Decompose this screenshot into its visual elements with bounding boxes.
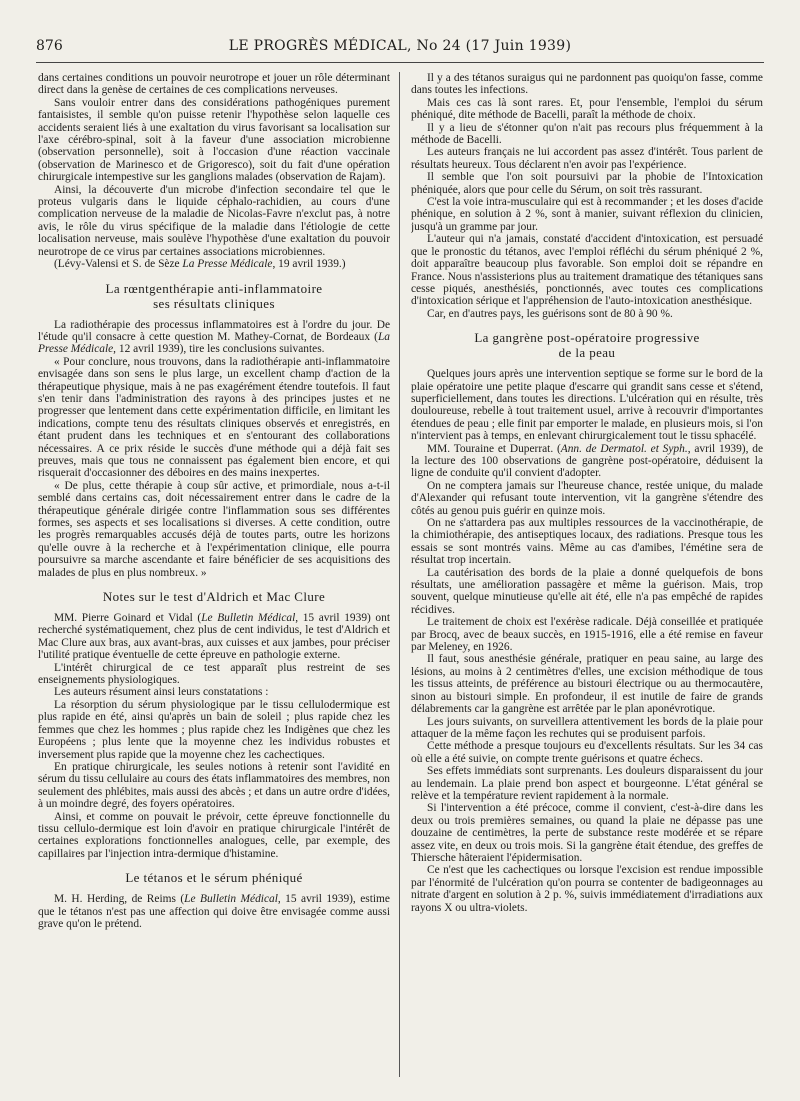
paragraph: Sans vouloir entrer dans des considérations pathogéniques purement fantaisistes, il semble qu'on puisse retenir l'hypothèse selon laquelle ces accidents seraient liés à une exaltation du virus favorisant sa localisation sur l'axe cérébro-spinal, soit à la faveur d'une association microbienne (observation personnelle), soit à l'occasion d'une réaction vaccinale (observation de Marinesco et de Grigoresco), soit du fait d'une opération chirurgicale intempestive sur les ganglions malades (observation de Rajam).: [38, 96, 390, 184]
paragraph: Quelques jours après une intervention septique se forme sur le bord de la plaie opératoire une petite plaque d'escarre qui grandit sans cesse et s'étend, superficiellement, dans toutes les directions. L'ulcération qui en résulte, très douloureuse, rebelle à tout traitement usuel, arrive à recouvrir d'importantes étendues de peau ; elle finit par emporter le malade, en plusieurs mois, si l'on n'intervient pas à temps, en enlevant chirurgicalement tout le tissu sphacélé.: [411, 368, 763, 443]
paragraph: Si l'intervention a été précoce, comme il convient, c'est-à-dire dans les deux ou trois premières semaines, ou quand la plaie ne dépasse pas une douzaine de centimètres, la perte de substance reste modérée et se répare assez vite, en deux ou trois mois. Si la gangrène était étendue, des greffes de Thiersche hâteraient l'épidermisation.: [411, 802, 763, 864]
paragraph: La radiothérapie des processus inflammatoires est à l'ordre du jour. De l'étude qu'il consacre à cette question M. Mathey-Cornat, de Bordeaux (La Presse Médicale, 12 avril 1939), tire les conclusions suivantes.: [38, 318, 390, 356]
paragraph: Il faut, sous anesthésie générale, pratiquer en peau saine, au large des lésions, au moins à 2 centimètres d'elles, une excision méthodique de tous les tissus atteints, de préférence au bistouri électrique ou au thermocautère, sinon au bistouri simple. En profondeur, il est inutile de faire de grands délabrements car la gangrène est arrêtée par le plan aponévrotique.: [411, 653, 763, 716]
paragraph: Mais ces cas là sont rares. Et, pour l'ensemble, l'emploi du sérum phéniqué, dite méthode de Bacelli, paraît la méthode de choix.: [411, 96, 763, 122]
paragraph: La cautérisation des bords de la plaie a donné quelquefois de bons résultats, une amélioration passagère et même la guérison. Mais, trop souvent, quelque minutieuse qu'elle ait été, elle n'a pas empêché de rapides récidives.: [411, 566, 763, 616]
paragraph: L'intérêt chirurgical de ce test apparaît plus restreint de ses enseignements physiologiques.: [38, 661, 390, 687]
paragraph: Il semble que l'on soit poursuivi par la phobie de l'Intoxication phéniquée, alors que pour celle du Sérum, on soit très rassurant.: [411, 171, 763, 196]
paragraph: Il y a lieu de s'étonner qu'on n'ait pas recours plus fréquemment à la méthode de Bacelli.: [411, 121, 763, 147]
section-heading: La rœntgenthérapie anti-inflammatoire ses résultats cliniques: [105, 280, 323, 311]
paragraph: Ainsi, la découverte d'un microbe d'infection secondaire tel que le proteus vulgaris dans le liquide céphalo-rachidien, au cours d'une complication nerveuse de la maladie de Nicolas-Favre n'exclut pas, à notre avis, le rôle du virus spécifique de la maladie dans l'étiologie de cette localisation nerveuse, mais soulève l'hypothèse d'une exaltation du pouvoir neurotrope de ce virus par certaines associations microbiennes.: [38, 183, 390, 258]
citation: (Lévy-Valensi et S. de Sèze La Presse Médicale, 19 avril 1939.): [54, 258, 346, 271]
paragraph: M. H. Herding, de Reims (Le Bulletin Médical, 15 avril 1939), estime que le tétanos n'est pas une affection qui doive être envisagée comme aussi grave qu'on le prétend.: [38, 893, 390, 930]
paragraph: Cette méthode a presque toujours eu d'excellents résultats. Sur les 34 cas où elle a été suivie, on compte trente guérisons et quatre échecs.: [411, 740, 763, 765]
paragraph: Les auteurs français ne lui accordent pas assez d'intérêt. Tous parlent de résultats heureux. Tous déclarent n'en avoir pas l'expérience.: [411, 146, 763, 171]
paragraph: « Pour conclure, nous trouvons, dans la radiothérapie anti-inflammatoire envisagée dans son sens le plus large, un excellent champ d'action de la thérapeutique physique, mais à ne pas exagérément étendre toutefois. Il faut s'en tenir dans l'administration des rayons à des principes justes et ne progresser que lentement dans cette expérimentation difficile, en limitant les indications, compte tenu des résultats cliniques observés et enregistrés, en étant prudent dans les techniques et en s'entourant des collaborations nécessaires. A ce prix réside le succès d'une méthode qui a déjà fait ses preuves, mais que tous ne connaissent pas également bien encore, et qui risquerait d'occasionner des déboires en des mains inexpertes.: [38, 355, 390, 480]
paragraph: L'auteur qui n'a jamais, constaté d'accident d'intoxication, est persuadé que le pronostic du tétanos, avec l'emploi réfléchi du sérum phéniqué 2 %, doit apparaître beaucoup plus favorable. Son emploi doit se répandre en France. Nous n'assisterions plus au traitement dramatique des tétaniques sans cesse piqués, anesthésiés, ponctionnés, avec toutes ces complications d'intoxication sérique et l'appréhension de l'auto-intoxication anesthésique.: [411, 233, 763, 308]
left-column: [38, 72, 390, 1082]
page-number: 876: [36, 38, 63, 54]
paragraph: C'est la voie intra-musculaire qui est à recommander ; et les doses d'acide phénique, en solution à 2 %, sont à manier, suivant réflexion du clinicien, jusqu'à un gramme par jour.: [411, 196, 763, 233]
paragraph: En pratique chirurgicale, les seules notions à retenir sont l'avidité en sérum du tissu cellulaire au cours des états inflammatoires des membres, non seulement des phlébites, mais aussi des abcès ; et dans un autre ordre d'idées, à un moindre degré, des foyers opératoires.: [38, 760, 390, 811]
paragraph: Il y a des tétanos suraigus qui ne pardonnent pas quoiqu'on fasse, comme dans toutes les infections.: [411, 72, 763, 97]
section-heading: La gangrène post-opératoire progressive de la peau: [474, 330, 700, 361]
paragraph: Car, en d'autres pays, les guérisons sont de 80 à 90 %.: [427, 307, 673, 320]
paragraph: Les jours suivants, on surveillera attentivement les bords de la plaie pour attaquer de la même façon les rechutes qui se produisent parfois.: [411, 715, 763, 740]
paragraph: On ne comptera jamais sur l'heureuse chance, restée unique, du malade d'Alexander qui refusant toute intervention, vit la gangrène s'étendre des côtés au genou puis guérir en quinze mois.: [411, 479, 763, 517]
section-heading: Notes sur le test d'Aldrich et Mac Clure: [102, 589, 326, 605]
paragraph: Ainsi, et comme on pouvait le prévoir, cette épreuve fonctionnelle du tissu cellulo-dermique est loin d'avoir en pratique chirurgicale l'intérêt de certaines explorations fonctionnelles analogues, celle, par exemple, des capillaires par l'injection intra-dermique d'histamine.: [38, 810, 390, 860]
right-column: [411, 72, 763, 1082]
paragraph: Ses effets immédiats sont surprenants. Les douleurs disparaissent du jour au lendemain. La plaie prend bon aspect et bourgeonne. L'état général se relève et la température revient rapidement à la normale.: [411, 765, 763, 802]
column-divider: [399, 72, 400, 1077]
paragraph: Le traitement de choix est l'exérèse radicale. Déjà conseillée et pratiquée par Brocq, avec de beaux succès, en 1915-1916, elle a été remise en faveur par Meleney, en 1926.: [411, 616, 763, 654]
paragraph: La résorption du sérum physiologique par le tissu cellulodermique est plus rapide en été, ainsi qu'après un bain de soleil ; plus rapide chez les femmes que chez les hommes ; plus rapide chez les Indigènes que chez les Européens ; plus lente que la moyenne chez les individus robustes et inversement plus rapide que la moyenne chez les cachectiques.: [38, 698, 390, 761]
paragraph: « De plus, cette thérapie à coup sûr active, et primordiale, nous a-t-il semblé dans certains cas, doit nécessairement entrer dans le cadre de la thérapeutique générale dirigée contre l'inflammation sous ses différentes formes, ses aspects et ses localisations si diverses. A cette condition, outre les progrès remarquables accusés déjà de toutes parts, outre les horizons qu'elle ouvre à la recherche et à l'expérimentation clinique, elle pourra poursuivre sa marche ascendante et faire bénéficier de ses acquisitions des malades de plus en plus nombreux. »: [38, 479, 390, 579]
paragraph: Les auteurs résument ainsi leurs constatations :: [54, 686, 269, 699]
running-title: LE PROGRÈS MÉDICAL, No 24 (17 Juin 1939): [228, 38, 572, 54]
paragraph: MM. Touraine et Duperrat. (Ann. de Dermatol. et Syph., avril 1939), de la lecture des 100 observations de gangrène post-opératoire, déduisent la ligne de conduite qu'il convient d'adopter.: [411, 442, 763, 480]
paragraph: On ne s'attardera pas aux multiples ressources de la vaccinothérapie, de la chimiothérapie, des antiseptiques locaux, des radiations. Presque tous les essais se sont montrés vains. Même au cas d'amibes, l'émétine sera de résultat trop incertain.: [411, 517, 763, 567]
page-header: [36, 38, 764, 62]
header-rule: [36, 62, 764, 63]
paragraph: Ce n'est que les cachectiques ou lorsque l'excision est rendue impossible par l'énormité de l'ulcération qu'on pourra se contenter de badigeonnages au nitrate d'argent en solution à 2 p. %, suivis immédiatement d'irradiations aux rayons X ou ultra-violets.: [411, 864, 763, 914]
paragraph: dans certaines conditions un pouvoir neurotrope et jouer un rôle déterminant direct dans la genèse de certaines de ces complications nerveuses.: [38, 72, 390, 97]
paragraph: MM. Pierre Goinard et Vidal (Le Bulletin Médical, 15 avril 1939) ont recherché systématiquement, chez plus de cent individus, le test d'Aldrich et Mac Clure aux bras, aux avant-bras, aux cuisses et aux jambes, pour préciser l'utilité pratique éventuelle de cette épreuve en pathologie externe.: [38, 612, 390, 662]
section-heading: Le tétanos et le sérum phéniqué: [125, 870, 303, 886]
